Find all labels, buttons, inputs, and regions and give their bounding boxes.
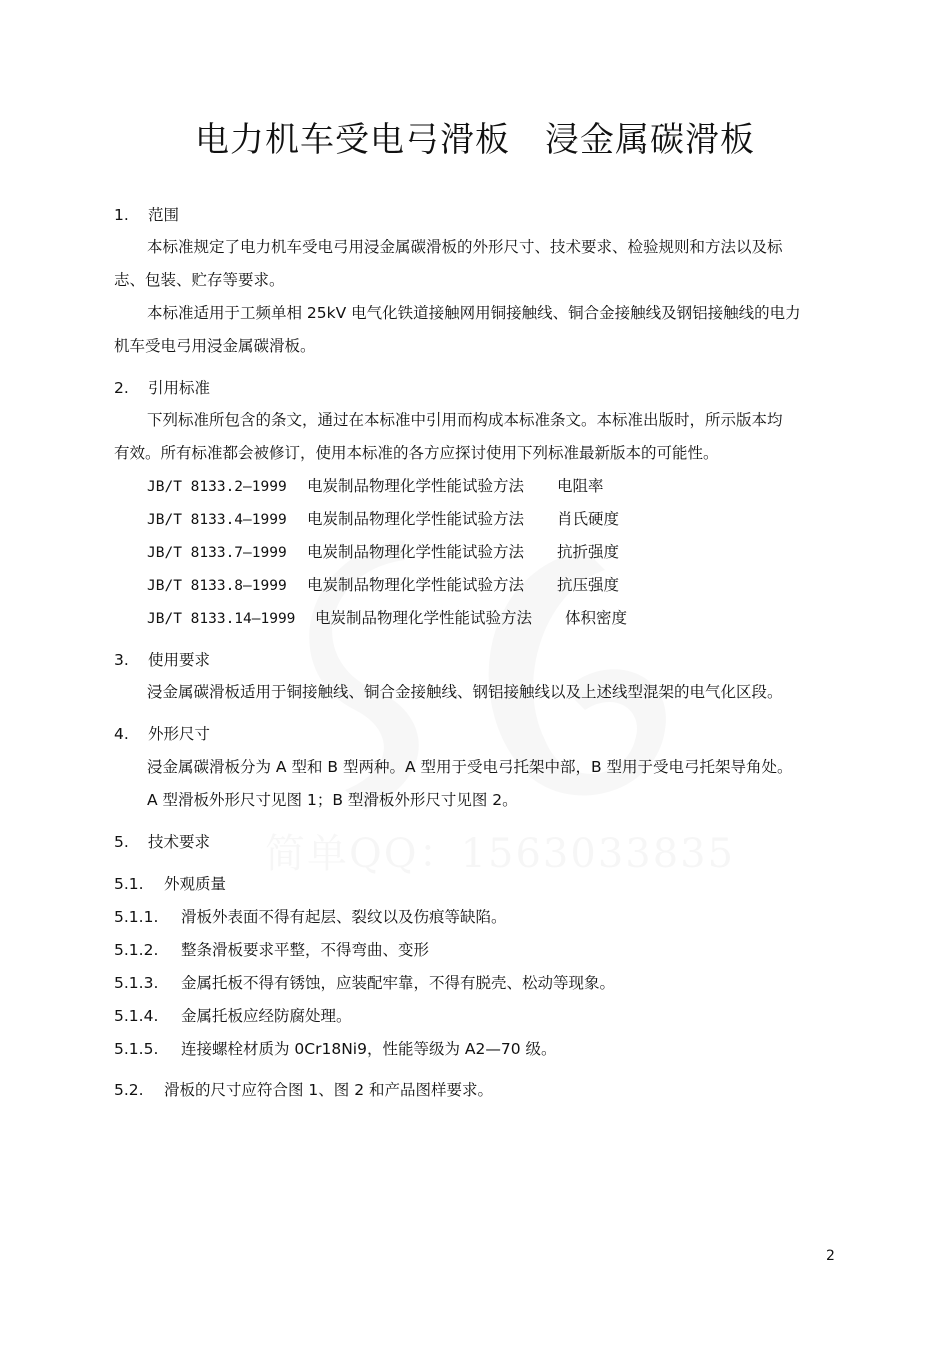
standard-reference — [147, 608, 627, 629]
page-number: 2 — [826, 1248, 835, 1264]
clause-number: 5.1.4. — [114, 1007, 159, 1025]
section-title: 引用标准 — [148, 379, 211, 397]
section-title: 外形尺寸 — [148, 725, 211, 743]
section-1-para-1-line-2: 志、包装、贮存等要求。 — [114, 271, 285, 289]
clause-text: 连接螺栓材质为 0Cr18Ni9，性能等级为 A2—70 级。 — [181, 1040, 557, 1058]
standard-description: 电炭制品物理化学性能试验方法 — [307, 510, 525, 528]
clause-number: 5.1.1. — [114, 908, 159, 926]
section-4-heading — [114, 724, 210, 744]
standard-item: 抗折强度 — [557, 543, 620, 561]
standard-code: JB/T 8133.7—1999 — [147, 545, 287, 561]
clause-number: 5.1.5. — [114, 1040, 159, 1058]
clause-text: 金属托板应经防腐处理。 — [181, 1007, 352, 1025]
section-2-heading — [114, 378, 210, 398]
clause-text: 金属托板不得有锈蚀，应装配牢靠，不得有脱壳、松动等现象。 — [181, 974, 616, 992]
clause-5-1-1 — [114, 907, 507, 927]
section-1-para-1-line-1: 本标准规定了电力机车受电弓用浸金属碳滑板的外形尺寸、技术要求、检验规则和方法以及标 — [147, 238, 783, 256]
standard-reference — [147, 542, 619, 563]
standard-code: JB/T 8133.8—1999 — [147, 578, 287, 594]
document-title: 电力机车受电弓滑板 浸金属碳滑板 — [195, 120, 755, 160]
standard-code: JB/T 8133.2—1999 — [147, 479, 287, 495]
standard-reference — [147, 575, 619, 596]
standard-item: 抗压强度 — [557, 576, 620, 594]
clause-number: 5.1. — [114, 875, 144, 893]
section-number: 5. — [114, 833, 129, 851]
clause-5-1-4 — [114, 1006, 352, 1026]
standard-description: 电炭制品物理化学性能试验方法 — [307, 576, 525, 594]
clause-5-2 — [114, 1080, 493, 1100]
clause-5-1 — [114, 874, 226, 894]
section-number: 4. — [114, 725, 129, 743]
clause-text: 滑板的尺寸应符合图 1、图 2 和产品图样要求。 — [164, 1081, 494, 1099]
clause-number: 5.1.2. — [114, 941, 159, 959]
section-number: 3. — [114, 651, 129, 669]
standard-reference — [147, 476, 604, 497]
standard-code: JB/T 8133.14—1999 — [147, 611, 296, 627]
standard-item: 电阻率 — [557, 477, 604, 495]
standard-description: 电炭制品物理化学性能试验方法 — [307, 543, 525, 561]
section-4-para-2: A 型滑板外形尺寸见图 1；B 型滑板外形尺寸见图 2。 — [147, 791, 518, 809]
standard-item: 肖氏硬度 — [557, 510, 620, 528]
section-number: 1. — [114, 206, 129, 224]
standard-code: JB/T 8133.4—1999 — [147, 512, 287, 528]
clause-5-1-3 — [114, 973, 615, 993]
section-title: 使用要求 — [148, 651, 211, 669]
section-1-para-2-line-1: 本标准适用于工频单相 25kV 电气化铁道接触网用铜接触线、铜合金接触线及钢铝接触线的电力 — [147, 304, 801, 322]
watermark-text — [265, 822, 735, 879]
section-2-para-1-line-2: 有效。所有标准都会被修订，使用本标准的各方应探讨使用下列标准最新版本的可能性。 — [114, 444, 719, 462]
standard-description: 电炭制品物理化学性能试验方法 — [307, 477, 525, 495]
clause-text: 滑板外表面不得有起层、裂纹以及伤痕等缺陷。 — [181, 908, 507, 926]
section-number: 2. — [114, 379, 129, 397]
section-2-para-1-line-1: 下列标准所包含的条文，通过在本标准中引用而构成本标准条文。本标准出版时，所示版本均 — [147, 411, 783, 429]
standard-description: 电炭制品物理化学性能试验方法 — [315, 609, 533, 627]
clause-5-1-2 — [114, 940, 429, 960]
standard-item: 体积密度 — [565, 609, 628, 627]
section-title: 范围 — [148, 206, 180, 224]
section-3-heading — [114, 650, 210, 670]
section-1-heading — [114, 205, 179, 225]
clause-number: 5.1.3. — [114, 974, 159, 992]
clause-text: 外观质量 — [164, 875, 227, 893]
section-5-heading — [114, 832, 210, 852]
section-title: 技术要求 — [148, 833, 211, 851]
clause-number: 5.2. — [114, 1081, 144, 1099]
clause-5-1-5 — [114, 1039, 557, 1059]
section-1-para-2-line-2: 机车受电弓用浸金属碳滑板。 — [114, 337, 316, 355]
section-3-para: 浸金属碳滑板适用于铜接触线、铜合金接触线、钢铝接触线以及上述线型混架的电气化区段。 — [147, 683, 783, 701]
standard-reference — [147, 509, 619, 530]
section-4-para-1: 浸金属碳滑板分为 A 型和 B 型两种。A 型用于受电弓托架中部，B 型用于受电弓托架导角处。 — [147, 758, 793, 776]
clause-text: 整条滑板要求平整，不得弯曲、变形 — [181, 941, 430, 959]
